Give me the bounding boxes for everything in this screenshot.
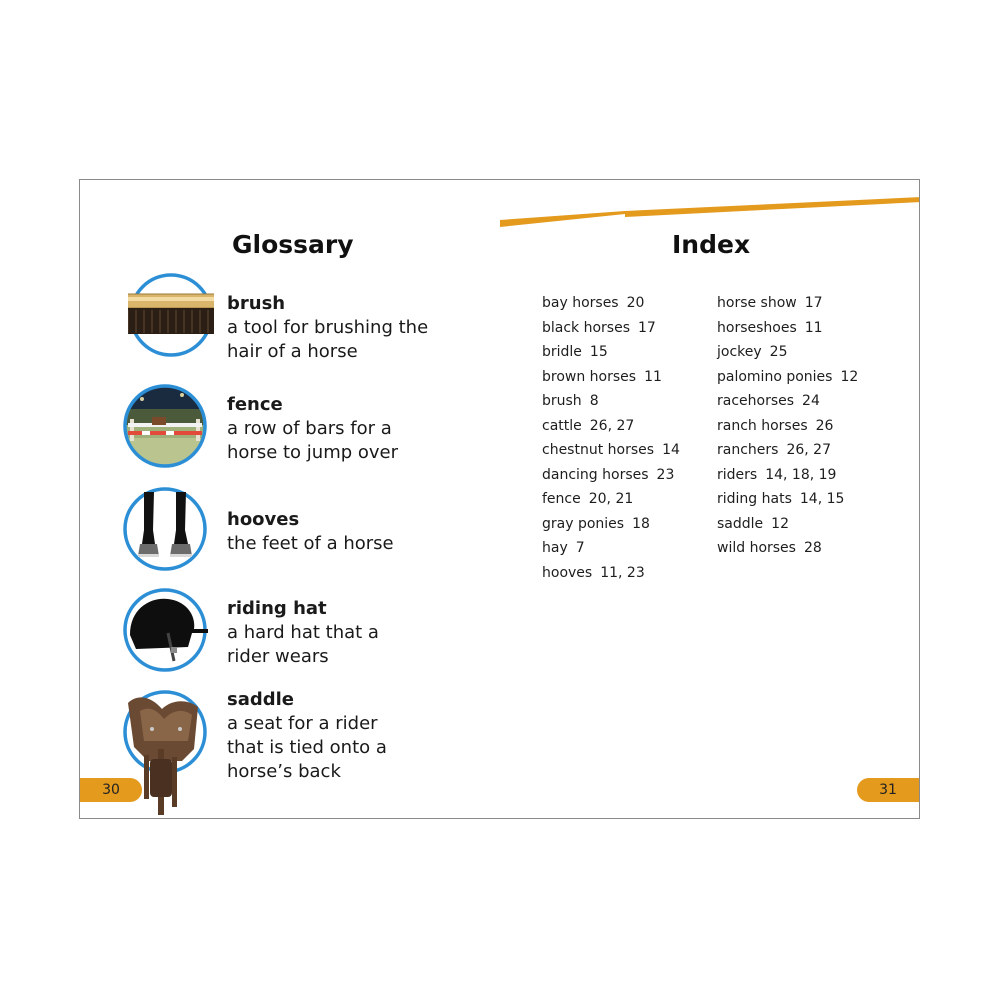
index-entry: [542, 389, 680, 414]
index-entry: [542, 536, 680, 561]
index-term: fence: [542, 491, 581, 507]
index-term: hay: [542, 540, 568, 556]
index-term: jockey: [717, 344, 762, 360]
index-pages: 17: [804, 295, 823, 311]
index-entry: [717, 291, 858, 316]
index-term: hooves: [542, 564, 593, 581]
index-term: cattle: [542, 417, 582, 434]
index-entry: [717, 414, 858, 439]
index-entry: [542, 291, 680, 316]
index-term: chestnut horses: [542, 442, 655, 458]
glossary-term: fence: [227, 394, 283, 415]
riding-hat-image: [122, 587, 208, 673]
index-term: ranchers: [717, 442, 779, 458]
page-number-right: 31: [857, 778, 919, 802]
index-pages: 20, 21: [588, 491, 634, 507]
index-pages: 18: [632, 515, 650, 532]
index-pages: 14, 18, 19: [765, 466, 837, 483]
index-pages: 15: [589, 344, 608, 360]
brush-image: [128, 272, 214, 358]
glossary-title: Glossary: [232, 230, 354, 259]
index-term: ranch horses: [717, 417, 808, 434]
glossary-term: saddle: [227, 689, 295, 710]
index-entry: [542, 463, 680, 488]
glossary-term: hooves: [227, 509, 300, 530]
index-pages: 8: [589, 393, 599, 409]
index-term: dancing horses: [542, 466, 649, 483]
index-entry: [717, 316, 858, 341]
glossary-entry-hooves: [120, 486, 500, 576]
index-entry: [717, 438, 858, 463]
index-entry: [717, 512, 858, 537]
index-entry: [542, 316, 680, 341]
glossary-definition: a hard hat that a rider wears: [227, 622, 379, 667]
index-pages: 20: [626, 295, 645, 311]
glossary-entry-brush: [120, 272, 500, 362]
page-number-left: 30: [80, 778, 142, 802]
index-pages: 23: [656, 466, 675, 483]
glossary-entry-riding-hat: [120, 587, 500, 677]
index-term: bay horses: [542, 295, 619, 311]
index-entry: [542, 512, 680, 537]
index-pages: 26, 27: [786, 442, 831, 458]
index-entry: [542, 561, 680, 586]
index-term: saddle: [717, 515, 764, 532]
glossary-definition: the feet of a horse: [227, 533, 394, 554]
index-pages: 26, 27: [589, 417, 635, 434]
index-entry: [542, 365, 680, 390]
index-entry: [542, 340, 680, 365]
index-entry: [717, 463, 858, 488]
index-pages: 25: [769, 344, 788, 360]
index-entry: [717, 365, 858, 390]
index-entry: [717, 536, 858, 561]
index-term: riding hats: [717, 491, 792, 507]
index-pages: 26: [815, 417, 834, 434]
index-term: wild horses: [717, 540, 796, 556]
index-title: Index: [672, 230, 751, 259]
index-term: riders: [717, 466, 758, 483]
glossary-entry-saddle: [120, 689, 500, 819]
index-term: palomino ponies: [717, 368, 833, 385]
index-pages: 12: [840, 368, 859, 385]
index-term: brown horses: [542, 368, 637, 385]
fence-image: [122, 383, 208, 469]
index-term: racehorses: [717, 393, 795, 409]
index-term: horseshoes: [717, 319, 797, 336]
index-term: horse show: [717, 295, 797, 311]
index-entry: [542, 487, 680, 512]
index-entry: [542, 414, 680, 439]
glossary-definition: a seat for a rider that is tied onto a horse’s back: [227, 713, 387, 782]
index-term: gray ponies: [542, 515, 625, 532]
index-term: black horses: [542, 319, 631, 336]
glossary-term: riding hat: [227, 598, 327, 619]
index-entry: [717, 389, 858, 414]
glossary-definition: a row of bars for a horse to jump over: [227, 418, 399, 463]
index-term: brush: [542, 393, 582, 409]
book-spread: [79, 179, 920, 819]
index-entry: [717, 340, 858, 365]
index-entry: [542, 438, 680, 463]
index-pages: 14, 15: [799, 491, 845, 507]
index-pages: 24: [802, 393, 820, 409]
index-term: bridle: [542, 344, 582, 360]
index-pages: 11, 23: [600, 564, 645, 581]
index-column-a: [542, 291, 680, 585]
index-pages: 12: [771, 515, 789, 532]
decorative-accent-stripe: [80, 180, 920, 240]
glossary-definition: a tool for brushing the hair of a horse: [227, 317, 429, 362]
index-pages: 7: [575, 540, 585, 556]
glossary-entry-fence: [120, 383, 500, 473]
index-pages: 11: [804, 319, 823, 336]
index-column-b: [717, 291, 858, 561]
hooves-image: [122, 486, 208, 572]
index-pages: 11: [644, 368, 662, 385]
index-pages: 28: [803, 540, 822, 556]
index-entry: [717, 487, 858, 512]
index-pages: 17: [638, 319, 656, 336]
index-pages: 14: [662, 442, 680, 458]
glossary-term: brush: [227, 293, 286, 314]
